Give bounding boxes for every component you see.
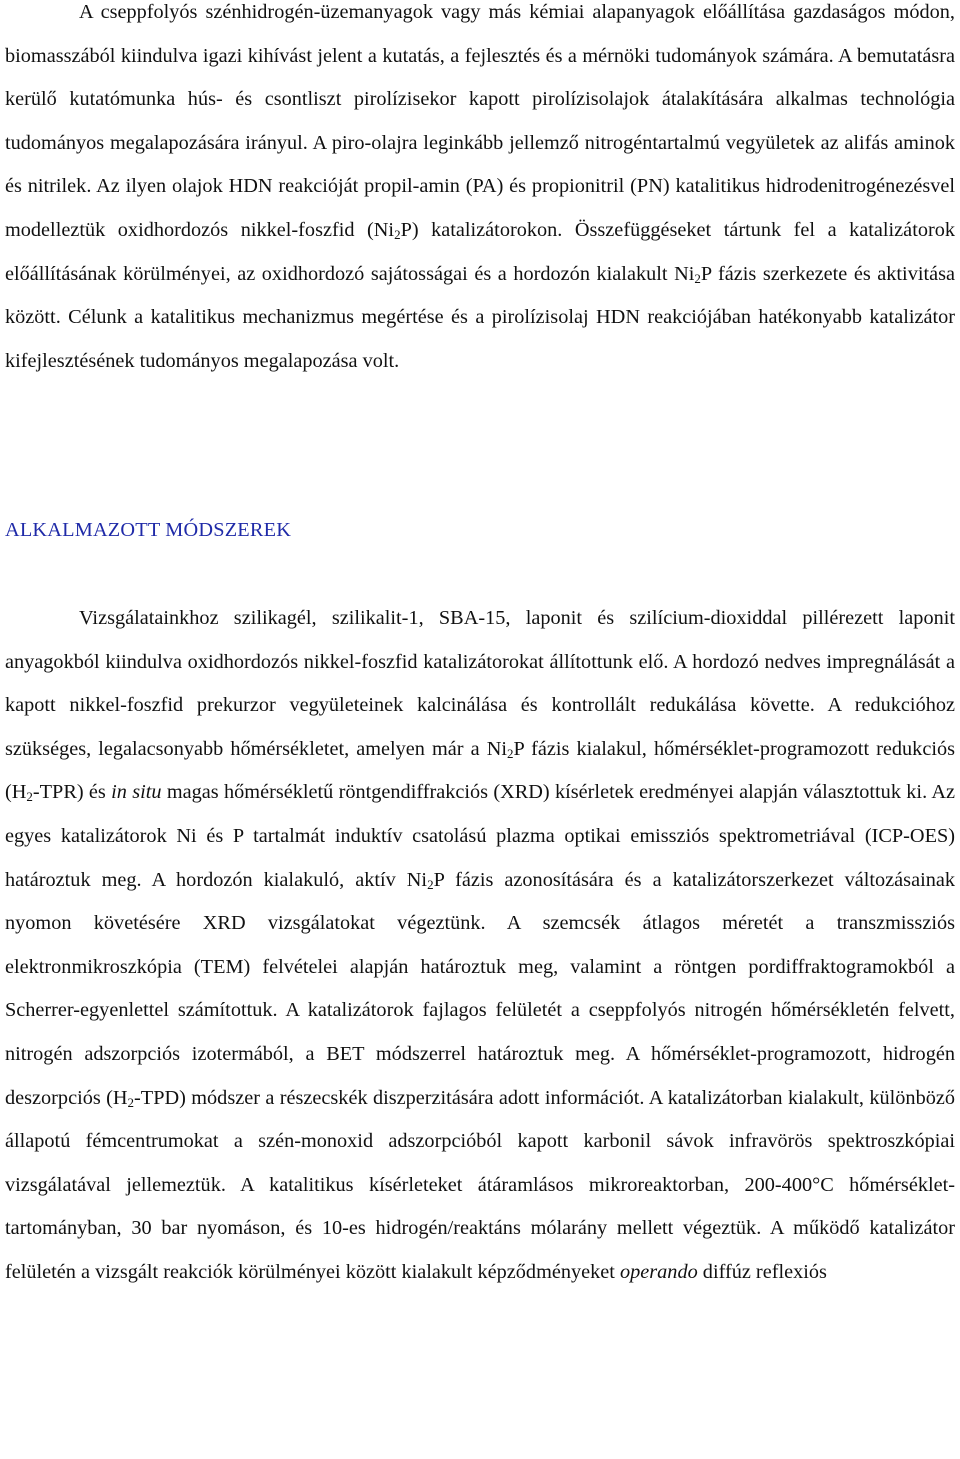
text-run: Vizsgálatainkhoz szilikagél, szilikalit-1, SBA-15, laponit és szilícium-dioxiddal pillérezett laponit anyagokból kiindulva oxidhordozós nikkel-foszfid katalizátorokat állítottunk elő. A hordozó nedves impregnálását a kapott nikkel-foszfid prekurzor vegyületeinek kalcinálása és kontrollált redukálása követte. A redukcióhoz szükséges, legalacsonyabb hőmérsékletet, amelyen már a Ni [5, 607, 955, 760]
text-run: P fázis szerkezete és aktivitása között. Célunk a katalitikus mechanizmus megértése és a pirolízisolaj HDN reakciójában hatékonyabb katalizátor kifejlesztésének tudományos megalapozása volt. [5, 262, 956, 372]
subscript: 2 [26, 789, 33, 805]
subscript: 2 [394, 226, 401, 242]
text-run: A cseppfolyós szénhidrogén-üzemanyagok vagy más kémiai alapanyagok előállítása gazdaságos módon, biomasszából kiindulva igazi kihívást jelent a kutatás, a fejlesztés és a mérnöki tudományok számára. A bemutatásra kerülő kutatómunka hús- és csontliszt pirolízisekor kapott pirolízisolajok átalakítására alkalmas technológia tudományos megalapozására irányul. A piro-olajra leginkább jellemző nitrogéntartalmú vegyületek az alifás aminok és nitrilek. Az ilyen olajok HDN reakcióját propil-amin (PA) és propionitril (PN) katalitikus hidrodenitrogénezésvel modelleztük oxidhordozós nikkel-foszfid (Ni [5, 1, 955, 241]
italic-term: operando [619, 1260, 698, 1283]
section-heading: ALKALMAZOTT MÓDSZEREK [5, 519, 292, 541]
methods-paragraph-block [5, 597, 955, 1295]
subscript: 2 [127, 1094, 135, 1110]
methods-paragraph [5, 597, 955, 1295]
text-run: magas hőmérsékletű röntgendiffrakciós (XRD) kísérletek eredményei alapján választottuk ki. Az egyes katalizátorok Ni és P tartalmát induktív csatolású plazma optikai emissziós spektrometriával (ICP-OES) határoztuk meg. A hordozón kialakuló, aktív Ni [5, 781, 955, 891]
text-run: -TPR) és [32, 781, 112, 804]
text-run: P fázis kialakul, hőmérséklet-programozott redukciós (H [5, 737, 955, 804]
text-run: P fázis azonosítására és a katalizátorszerkezet változásainak nyomon követésére XRD vizsgálatokat végeztünk. A szemcsék átlagos méretét a transzmissziós elektronmikroszkópia (TEM) felvételei alapján határoztuk meg, valamint a röntgen pordiffraktogramokból a Scherrer-egyenlettel számítottuk. A katalizátorok fajlagos felületét a cseppfolyós nitrogén hőmérsékletén felvett, nitrogén adszorpciós izotermából, a BET módszerrel határoztuk meg. A hőmérséklet-programozott, hidrogén deszorpciós (H [5, 868, 955, 1109]
subscript: 2 [427, 876, 434, 892]
text-run: -TPD) módszer a részecskék diszperzitására adott információt. A katalizátorban kialakult, különböző állapotú fémcentrumokat a szén-monoxid adszorpcióból kapott karbonil sávok infravörös spektroszkópiai vizsgálatával jellemeztük. A katalitikus kísérleteket átáramlásos mikroreaktorban, 200-400°C hőmérséklet-tartományban, 30 bar nyomáson, és 10-es hidrogén/reaktáns mólarány mellett végeztük. A működő katalizátor felületén a vizsgált reakciók körülményei között kialakult képződményeket [5, 1086, 956, 1283]
subscript: 2 [507, 745, 514, 761]
subscript: 2 [694, 270, 701, 286]
intro-paragraph [5, 0, 955, 383]
text-run: P) katalizátorokon. Összefüggéseket tártunk fel a katalizátorok előállításának körülményei, az oxidhordozó sajátosságai és a hordozón kialakult Ni [5, 218, 955, 285]
intro-paragraph-block [5, 0, 955, 383]
text-run: diffúz reflexiós [697, 1260, 827, 1283]
italic-term: in situ [111, 781, 162, 804]
